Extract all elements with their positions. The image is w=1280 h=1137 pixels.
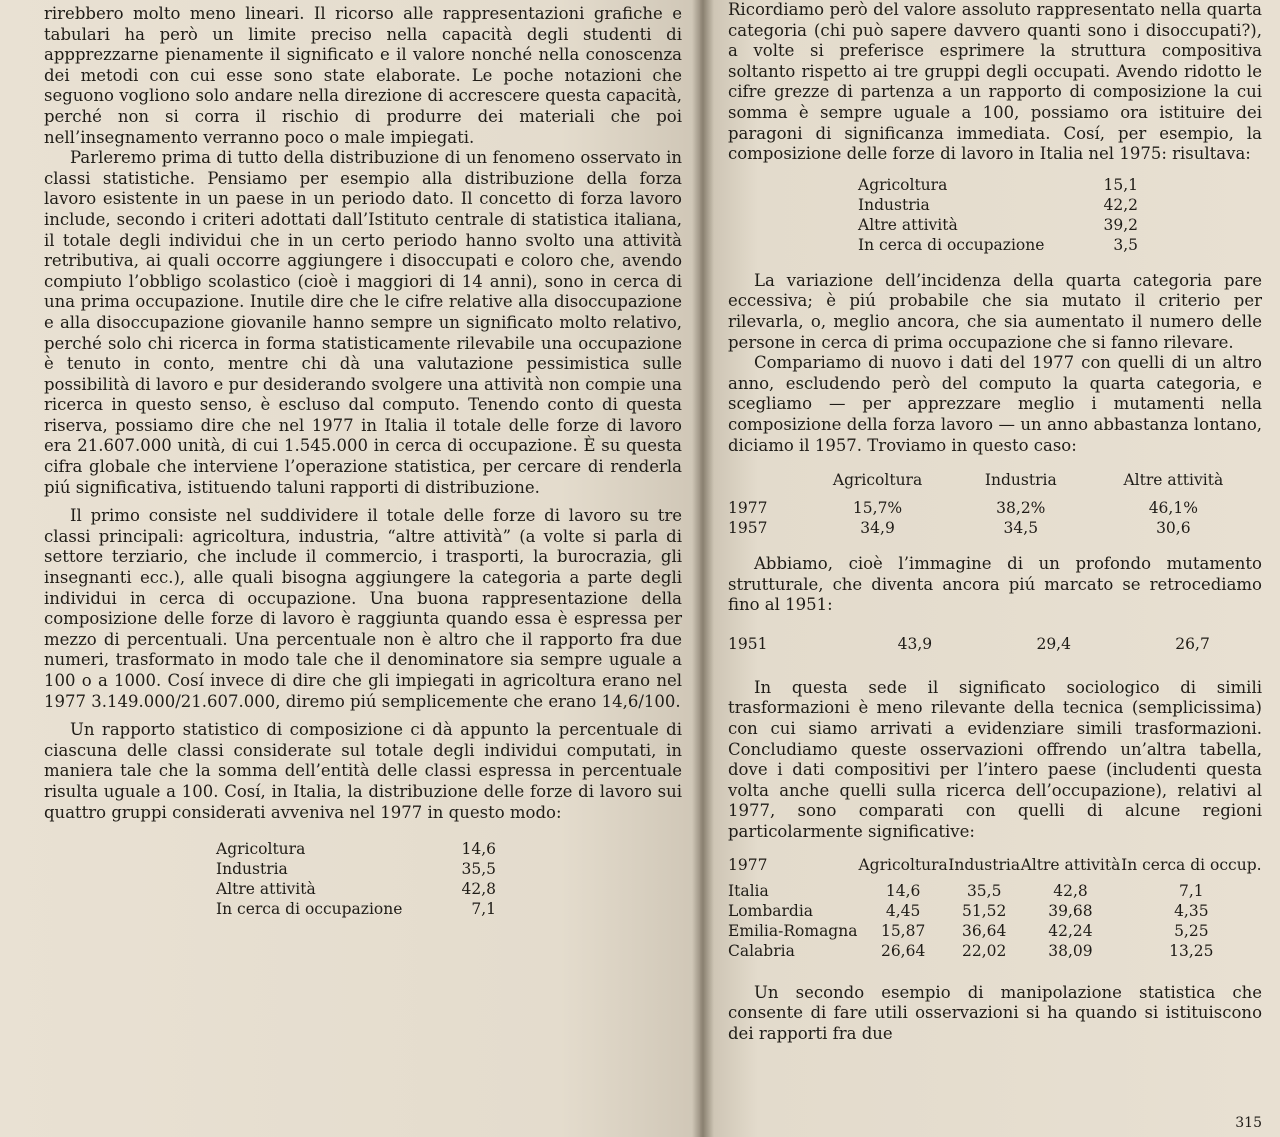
- table-row: [728, 881, 1262, 901]
- table-row: [728, 518, 1262, 538]
- table-cell: Agricoltura: [858, 175, 948, 194]
- table-cell: 3,5: [1113, 235, 1138, 254]
- table-cell: 5,25: [1174, 921, 1209, 940]
- paragraph: Abbiamo, cioè l’immagine di un profondo mutamento strutturale, che diventa ancora piú marcato se retrocediamo fino al 1951:: [728, 554, 1262, 615]
- paragraph: Parleremo prima di tutto della distribuzione di un fenomeno osservato in classi statistiche. Pensiamo per esempio alla distribuzione della forza lavoro esistente in un paese in un periodo dato. Il concetto di forza lavoro include, secondo i criteri adottati dall’Istituto centrale di statistica italiana, il totale degli individui che in un certo periodo hanno svolto una attività retributiva, ai quali occorre aggiungere i disoccupati e coloro che, avendo compiuto l’obbligo scolastico (cioè i maggiori di 14 anni), sono in cerca di una prima occupazione. Inutile dire che le cifre relative alla disoccupazione e alla disoccupazione giovanile hanno sempre un significato molto relativo, perché solo chi ricerca in forma statisticamente rilevabile una occupazione è tenuto in conto, mentre chi dà una valutazione pessimistica sulle possibilità di lavoro e pur desiderando svolgere una attività non compie una ricerca in questo senso, è escluso dal computo. Tenendo conto di questa riserva, possiamo dire che nel 1977 in Italia il totale delle forze di lavoro era 21.607.000 unità, di cui 1.545.000 in cerca di occupazione. È su questa cifra globale che interviene l’operazione statistica, per cercare di renderla piú significativa, istituendo taluni rapporti di distribuzione.: [44, 148, 682, 497]
- table-cell: Italia: [728, 881, 769, 900]
- table-row: [858, 175, 1138, 195]
- table-cell: 38,09: [1048, 941, 1093, 960]
- table-row: [216, 879, 496, 899]
- table-cell: 15,87: [880, 921, 926, 940]
- table-cell: Altre attività: [216, 880, 316, 899]
- table-cell: 4,45: [885, 901, 921, 920]
- right-page: [700, 0, 1280, 1137]
- table-header-row: [728, 470, 1262, 498]
- table-cell: Lombardia: [728, 901, 814, 920]
- table-header: Altre attività: [1123, 471, 1224, 490]
- paragraph: Compariamo di nuovo i dati del 1977 con quelli di un altro anno, escludendo però del computo la quarta categoria, e scegliamo — per apprezzare meglio i mutamenti nella composizione della forza lavoro — un anno abbastanza lontano, diciamo il 1957. Troviamo in questo caso:: [728, 353, 1262, 455]
- table-cell: 43,9: [897, 634, 933, 653]
- table-cell: 39,2: [1103, 215, 1138, 234]
- table-cell: 1951: [728, 634, 768, 653]
- table-row: [858, 235, 1138, 255]
- page-number: 315: [1235, 1115, 1262, 1131]
- paragraph: Il primo consiste nel suddividere il totale delle forze di lavoro su tre classi principali: agricoltura, industria, “altre attività” (a volte si parla di settore terziario, che include il commercio, i trasporti, la burocrazia, gli insegnanti ecc.), alle quali bisogna aggiungere la categoria a parte degli individui in cerca di occupazione. Una buona rappresentazione della composizione delle forze di lavoro è raggiunta quando essa è espressa per mezzo di percentuali. Una percentuale non è altro che il rapporto fra due numeri, trasformato in modo tale che il denominatore sia sempre uguale a 100 o a 1000. Cosí invece di dire che gli impiegati in agricoltura erano nel 1977 3.149.000/21.607.000, diremo piú semplicemente che erano 14,6/100.: [44, 506, 682, 711]
- table-cell: 42,8: [1053, 881, 1088, 900]
- paragraph: rirebbero molto meno lineari. Il ricorso alle rappresentazioni grafiche e tabulari ha però un limite preciso nella capacità degli studenti di appprezzarne pienamente il significato e il valore nonché nella conoscenza dei metodi con cui esse sono state elaborate. Le poche notazioni che seguono vogliono solo andare nella direzione di accrescere questa capacità, perché non si corra il rischio di produrre dei materiali che poi nell’insegnamento verranno poco o male impiegati.: [44, 4, 682, 147]
- table-cell: Altre attività: [858, 215, 958, 234]
- paragraph: Un rapporto statistico di composizione ci dà appunto la percentuale di ciascuna delle classi considerate sul totale degli individui computati, in maniera tale che la somma dell’entità delle classi espressa in percentuale risulta uguale a 100. Cosí, in Italia, la distribuzione delle forze di lavoro sui quattro gruppi considerati avveniva nel 1977 in questo modo:: [44, 720, 682, 822]
- table-cell: 35,5: [461, 860, 496, 879]
- table-cell: 42,24: [1048, 921, 1093, 940]
- table-cell: 30,6: [1156, 519, 1191, 538]
- table-cell: 35,5: [966, 881, 1002, 900]
- table-cell: 15,7%: [852, 499, 903, 518]
- table-cell: 29,4: [1036, 634, 1071, 653]
- table-row: [728, 921, 1262, 941]
- table-header: Industria: [948, 855, 1021, 874]
- table-row: [858, 215, 1138, 235]
- table-cell: 51,52: [962, 901, 1007, 920]
- paragraph: Ricordiamo però del valore assoluto rappresentato nella quarta categoria (chi può sapere davvero quanti sono i disoccupati?), a volte si preferisce esprimere la struttura compositiva soltanto rispetto ai tre gruppi degli occupati. Avendo ridotto le cifre grezze di partenza a un rapporto di composizione la cui somma è sempre uguale a 100, possiamo ora istituire dei paragoni di significanza immediata. Cosí, per esempio, la composizione delle forze di lavoro in Italia nel 1975: risultava:: [728, 0, 1262, 164]
- table-cell: 34,9: [860, 519, 895, 538]
- table-row: [858, 195, 1138, 215]
- table-row: [216, 839, 496, 859]
- table-row: [728, 941, 1262, 961]
- table-cell: 1957: [728, 519, 768, 538]
- table-cell: 7,1: [471, 900, 496, 919]
- table-header: In cerca di occup.: [1121, 855, 1262, 874]
- table-cell: 22,02: [962, 941, 1007, 960]
- paragraph: La variazione dell’incidenza della quarta categoria pare eccessiva; è piú probabile che sia mutato il criterio per rilevarla, o, meglio ancora, che sia aumentato il numero delle persone in cerca di prima occupazione che si fanno rilevare.: [728, 270, 1262, 352]
- table-cell: 7,1: [1178, 881, 1204, 900]
- table-header-row: [728, 855, 1262, 881]
- table-row: [216, 899, 496, 919]
- table-cell: 26,7: [1175, 634, 1210, 653]
- table-cell: Industria: [858, 195, 930, 214]
- table-cell: 42,2: [1103, 195, 1138, 214]
- regional-comparison-table: [728, 855, 1262, 961]
- labor-1951-table: [728, 634, 1262, 654]
- table-header: Industria: [984, 471, 1057, 490]
- table-row: [728, 498, 1262, 518]
- labor-comparison-table: [728, 470, 1262, 538]
- table-header: 1977: [728, 855, 768, 874]
- table-cell: In cerca di occupazione: [858, 235, 1045, 254]
- table-cell: 36,64: [962, 921, 1007, 940]
- table-cell: Agricoltura: [216, 840, 306, 859]
- table-row: [728, 901, 1262, 921]
- table-row: [728, 634, 1262, 654]
- table-row: [216, 859, 496, 879]
- table-cell: 14,6: [885, 881, 921, 900]
- paragraph: Un secondo esempio di manipolazione statistica che consente di fare utili osservazioni si ha quando si istituiscono dei rapporti fra due: [728, 982, 1262, 1043]
- table-header: [728, 470, 798, 498]
- table-cell: 46,1%: [1148, 499, 1198, 518]
- table-cell: In cerca di occupazione: [216, 900, 403, 919]
- table-header: Altre attività: [1020, 855, 1121, 874]
- table-cell: 14,6: [461, 840, 496, 859]
- table-cell: 1977: [728, 499, 768, 518]
- table-cell: Industria: [216, 860, 288, 879]
- labor-table-1975: [858, 175, 1138, 255]
- table-header: Agricoltura: [832, 471, 923, 490]
- table-cell: 42,8: [461, 880, 496, 899]
- table-cell: Emilia-Romagna: [728, 921, 858, 940]
- table-cell: 13,25: [1169, 941, 1214, 960]
- table-cell: 38,2%: [996, 499, 1046, 518]
- labor-table-1977: [216, 839, 496, 919]
- table-cell: 4,35: [1174, 901, 1209, 920]
- table-header: Agricoltura: [858, 855, 948, 874]
- table-cell: 26,64: [880, 941, 926, 960]
- table-cell: 39,68: [1048, 901, 1093, 920]
- paragraph: In questa sede il significato sociologico di simili trasformazioni è meno rilevante della tecnica (semplicissima) con cui siamo arrivati a evidenziare simili trasformazioni. Concludiamo queste osservazioni offrendo un’altra tabella, dove i dati compositivi per l’intero paese (includenti questa volta anche quelli sulla ricerca dell’occupazione), relativi al 1977, sono comparati con quelli di alcune regioni particolarmente significative:: [728, 677, 1262, 842]
- table-cell: 34,5: [1003, 519, 1039, 538]
- table-cell: Calabria: [728, 941, 795, 960]
- table-cell: 15,1: [1103, 175, 1138, 194]
